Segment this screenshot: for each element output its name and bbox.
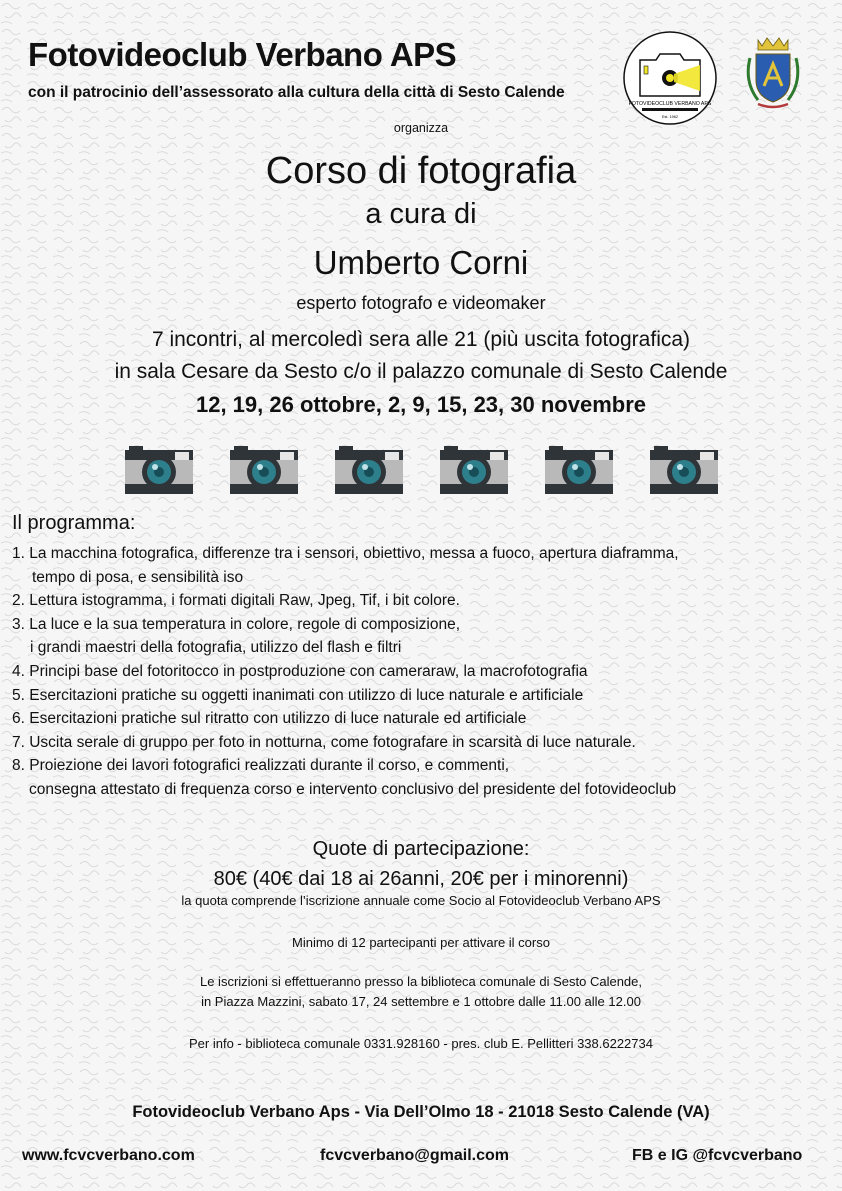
club-logo	[622, 30, 718, 126]
program-item: 4. Principi base del fotoritocco in postproduzione con cameraraw, la macrofotografia	[12, 662, 588, 680]
program-item: 2. Lettura istogramma, i formati digitali Raw, Jpeg, Tif, i bit colore.	[12, 592, 460, 610]
camera-icon	[650, 446, 718, 494]
camera-icon	[440, 446, 508, 494]
a-cura-di-label: a cura di	[365, 198, 477, 230]
contact-info: Per info - biblioteca comunale 0331.928160 - pres. club E. Pellitteri 338.6222734	[189, 1036, 653, 1051]
organizza-label: organizza	[393, 121, 449, 135]
social-handle[interactable]: FB e IG @fcvcverbano	[632, 1147, 803, 1164]
teacher-role: esperto fotografo e videomaker	[296, 293, 546, 313]
program-item: 5. Esercitazioni pratiche su oggetti inanimati con utilizzo di luce naturale e artificiale	[12, 686, 584, 704]
program-list	[12, 542, 837, 802]
teacher-name: Umberto Corni	[313, 244, 529, 281]
fees-values: 80€ (40€ dai 18 ai 26anni, 20€ per i minorenni)	[213, 868, 629, 890]
club-logo-year: Est. 1962	[661, 115, 679, 119]
program-item: 1. La macchina fotografica, differenze tra i sensori, obiettivo, messa a fuoco, apertura diaframma,	[12, 545, 679, 562]
patronage-line: con il patrocinio dell’assessorato alla cultura della città di Sesto Calende	[28, 84, 565, 101]
organization-name: Fotovideoclub Verbano APS	[28, 36, 457, 73]
program-item: 7. Uscita serale di gruppo per foto in notturna, come fotografare in scarsità di luce naturale.	[12, 733, 636, 751]
camera-icon	[125, 446, 193, 494]
camera-icon	[335, 446, 403, 494]
program-item: i grandi maestri della fotografia, utilizzo del flash e filtri	[30, 639, 402, 657]
program-item: 6. Esercitazioni pratiche sul ritratto con utilizzo di luce naturale ed artificiale	[12, 710, 527, 728]
program-item: 8. Proiezione dei lavori fotografici realizzati durante il corso, e commenti,	[12, 757, 510, 775]
program-item: 3. La luce e la sua temperatura in colore, regole di composizione,	[12, 615, 461, 633]
registration-line-2: in Piazza Mazzini, sabato 17, 24 settembre e 1 ottobre dalle 11.00 alle 12.00	[201, 994, 641, 1009]
program-item: consegna attestato di frequenza corso e intervento conclusivo del presidente del fotovideoclub	[29, 780, 677, 798]
camera-icon	[230, 446, 298, 494]
meetings-line-1: 7 incontri, al mercoledì sera alle 21 (più uscita fotografica)	[151, 328, 691, 351]
camera-icon	[545, 446, 613, 494]
meetings-line-2: in sala Cesare da Sesto c/o il palazzo comunale di Sesto Calende	[114, 360, 728, 383]
program-heading: Il programma:	[12, 512, 136, 534]
fees-note: la quota comprende l’iscrizione annuale come Socio al Fotovideoclub Verbano APS	[181, 893, 661, 908]
website-link[interactable]: www.fcvcverbano.com	[22, 1147, 195, 1164]
club-logo-text: FOTOVIDEOCLUB VERBANO APS	[628, 101, 712, 107]
email-link[interactable]: fcvcverbano@gmail.com	[320, 1147, 509, 1164]
club-address: Fotovideoclub Verbano Aps - Via Dell’Olmo 18 - 21018 Sesto Calende (VA)	[132, 1103, 710, 1121]
program-item: tempo di posa, e sensibilità iso	[32, 568, 244, 586]
minimum-participants: Minimo di 12 partecipanti per attivare il corso	[292, 935, 550, 950]
registration-line-1: Le iscrizioni si effettueranno presso la biblioteca comunale di Sesto Calende,	[199, 974, 643, 989]
city-crest-icon	[744, 36, 802, 112]
course-title: Corso di fotografia	[265, 150, 577, 192]
course-dates: 12, 19, 26 ottobre, 2, 9, 15, 23, 30 novembre	[195, 392, 646, 417]
camera-icon-row	[0, 440, 842, 496]
fees-heading: Quote di partecipazione:	[312, 838, 530, 860]
